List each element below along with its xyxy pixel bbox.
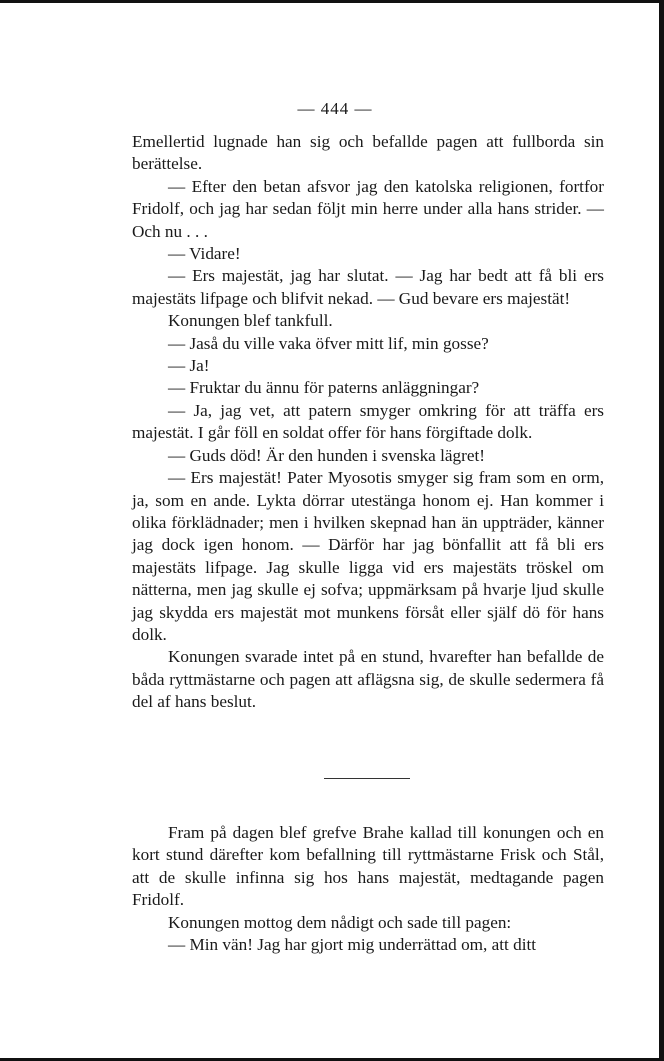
paragraph: — Ja, jag vet, att patern smyger omkring för att träffa ers majestät. I går föll en soldat offer för hans förgiftade dolk. — [132, 400, 604, 443]
paragraph: Konungen blef tankfull. — [168, 311, 333, 331]
page-number: — 444 — — [297, 99, 373, 118]
paragraph: — Ja! — [168, 356, 210, 376]
paragraph: — Fruktar du ännu för paterns anläggningar? — [168, 378, 480, 398]
paragraph: — Efter den betan afsvor jag den katolska religionen, fortfor Fridolf, och jag har sedan följt min herre under alla hans strider. — Och nu . . . — [132, 176, 604, 241]
paragraph: — Vidare! — [168, 244, 241, 264]
text-section-2 — [132, 822, 604, 956]
paragraph: — Ers majestät, jag har slutat. — Jag har bedt att få bli ers majestäts lifpage och blifvit nekad. — Gud bevare ers majestät! — [132, 266, 604, 308]
paragraph: — Ers majestät! Pater Myosotis smyger sig fram som en orm, ja, som en ande. Lykta dörrar utestänga honom ej. Han kommer i olika förklädnader; men i hvilken skepnad han än uppträder, känner jag dock igen honom. — Därför har jag bönfallit att få bli ers majestäts lifpage. Jag skulle ligga vid ers majestäts tröskel om nätterna, men jag skulle ej sofva; uppmärksam på hvarje ljud skulle jag skydda ers majestät mot munkens försåt eller själf dö för hans dolk. — [132, 468, 604, 644]
paragraph: Emellertid lugnade han sig och befallde pagen att fullborda sin berättelse. — [132, 132, 604, 174]
section-separator — [324, 778, 410, 779]
paragraph: — Jaså du ville vaka öfver mitt lif, min gosse? — [168, 333, 489, 353]
right-edge-rule — [659, 0, 664, 1061]
paragraph: — Min vän! Jag har gjort mig underrättad om, att ditt — [168, 935, 537, 955]
paragraph: Konungen svarade intet på en stund, hvarefter han befallde de båda ryttmästarne och pagen att aflägsna sig, de skulle sedermera få del af hans beslut. — [132, 647, 604, 712]
paragraph: Konungen mottog dem nådigt och sade till pagen: — [168, 912, 512, 932]
text-section-1 — [132, 131, 604, 714]
paragraph: Fram på dagen blef grefve Brahe kallad till konungen och en kort stund därefter kom befallning till ryttmästarne Frisk och Stål, att de skulle infinna sig hos hans majestät, medtagande pagen Fridolf. — [132, 823, 604, 910]
top-edge-rule — [0, 0, 664, 3]
paragraph: — Guds död! Är den hunden i svenska lägret! — [168, 445, 485, 465]
